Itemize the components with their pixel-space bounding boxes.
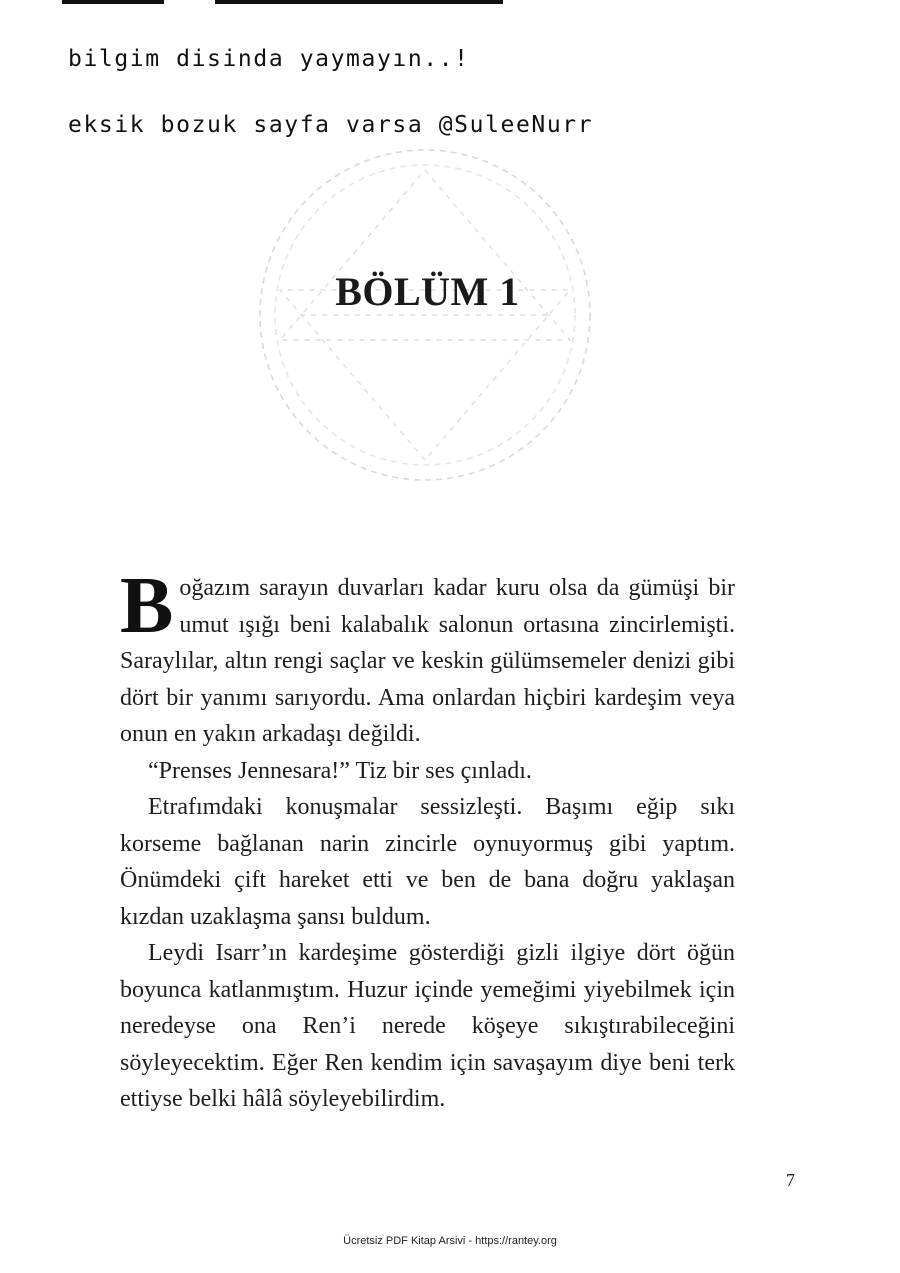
chapter-title: BÖLÜM 1 [335,269,520,314]
faded-emblem-watermark [240,140,610,490]
paragraph-3: Etrafımdaki konuşmalar sessizleşti. Başımı eğip sıkı korseme bağlanan narin zincirle oynuyormuş gibi yaptım. Önümdeki çift hareket etti ve ben de bana doğru yaklaşan kızdan uzaklaşma şansı buldum. [120,794,735,930]
footer-watermark: Ücretsiz PDF Kitap Arsivi - https://rantey.org [343,1235,557,1247]
contact-note: eksik bozuk sayfa varsa @SuleeNurr [68,112,594,138]
paragraph-1-text: oğazım sarayın duvarları kadar kuru olsa da gümüşi bir umut ışığı beni kalabalık salonun ortasına zincirlemişti. Saraylılar, altın rengi saçlar ve keskin gülümsemeler denizi gibi dört bir yanımı sarıyordu. Ama onlardan hiçbiri kardeşim veya onun en yakın arkadaşı değildi. [120,575,735,747]
paragraph-2: “Prenses Jennesara!” Tiz bir ses çınladı. [148,757,532,784]
page-number: 7 [786,1170,795,1190]
top-scan-rule-left [62,0,164,4]
top-scan-rule-right [215,0,503,4]
paragraph-1 [120,562,735,753]
body-text [120,562,735,1118]
distribution-note: bilgim disinda yaymayın..! [68,46,470,72]
drop-cap: B [120,562,174,650]
paragraph-4: Leydi Isarr’ın kardeşime gösterdiği gizli ilgiye dört öğün boyunca katlanmıştım. Huzur içinde yemeğimi yiyebilmek için neredeyse ona Ren’i nerede köşeye sıkıştırabileceğini söyleyecektim. Eğer Ren kendim için savaşayım diye beni terk ettiyse belki hâlâ söyleyebilirdim. [120,940,735,1112]
